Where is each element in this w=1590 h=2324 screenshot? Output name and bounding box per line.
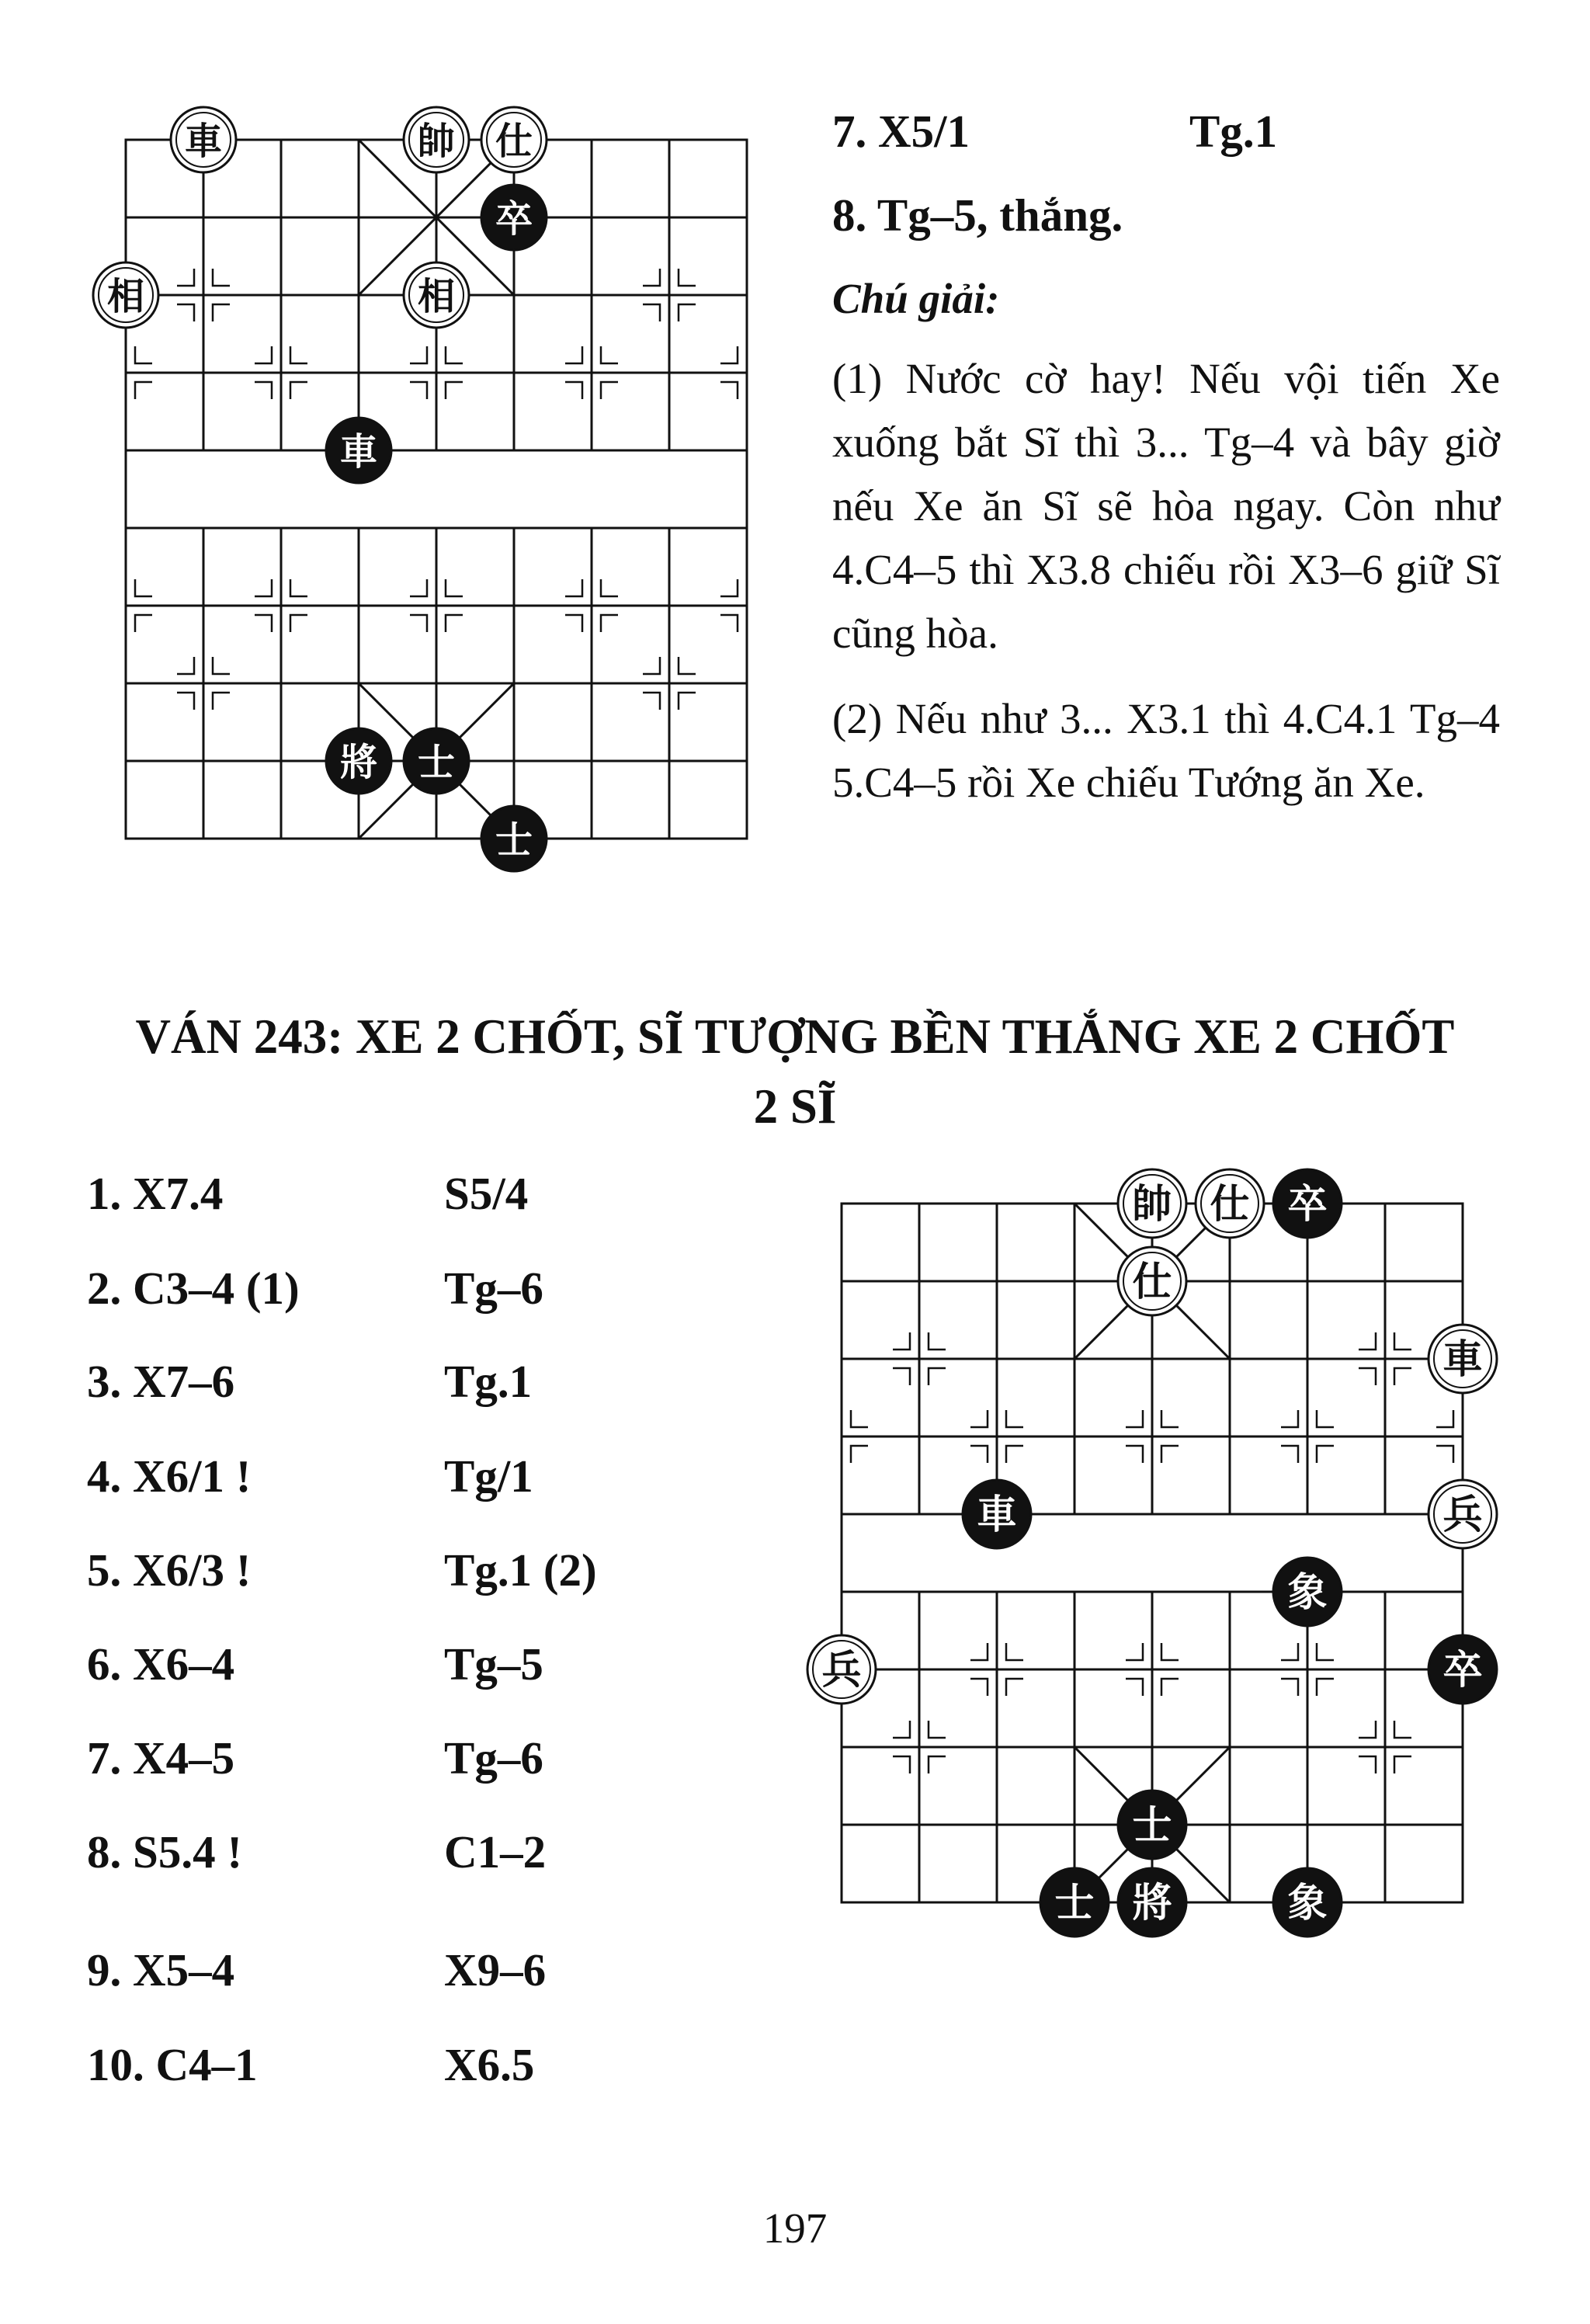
piece-glyph: 車 — [1442, 1337, 1483, 1383]
black-piece — [1273, 1868, 1342, 1937]
move-black: Tg–5 — [444, 1638, 543, 1690]
white-piece — [93, 262, 158, 328]
piece-glyph: 車 — [339, 430, 378, 474]
white-piece — [481, 107, 547, 172]
note-2: (2) Nếu như 3... X3.1 thì 4.C4.1 Tg–4 5.C4–5 rồi Xe chiếu Tướng ăn Xe. — [832, 695, 1500, 806]
move-black: Tg–6 — [444, 1263, 543, 1314]
piece-glyph: 帥 — [1132, 1182, 1172, 1228]
white-piece — [404, 262, 469, 328]
xiangqi-board-2 — [800, 1172, 1498, 1941]
note-1: (1) Nước cờ hay! Nếu vội tiến Xe xuống bắt Sĩ thì 3... Tg–4 và bây giờ nếu Xe ăn Sĩ sẽ hòa ngay. Còn như 4.C4–5 thì X3.8 chiếu rồi X3–6 giữ Sĩ cũng hòa. — [832, 355, 1500, 657]
move-row-6 — [87, 1638, 543, 1690]
white-piece — [404, 107, 469, 172]
move-white: 10. C4–1 — [87, 2039, 258, 2090]
black-piece — [963, 1480, 1031, 1548]
top-move-7-black: Tg.1 — [1189, 106, 1278, 157]
move-white: 1. X7.4 — [87, 1168, 224, 1219]
move-black: X9–6 — [444, 1944, 547, 1996]
move-row-2 — [87, 1263, 543, 1314]
black-piece — [1273, 1558, 1342, 1626]
black-piece — [1273, 1169, 1342, 1238]
piece-glyph: 仕 — [495, 120, 533, 163]
black-piece — [326, 418, 391, 483]
piece-glyph: 車 — [184, 120, 223, 163]
move-black: Tg.1 (2) — [444, 1544, 597, 1596]
piece-glyph: 仕 — [1132, 1259, 1172, 1305]
white-piece — [1118, 1169, 1186, 1238]
game-title-line-2: 2 SĨ — [753, 1079, 837, 1134]
black-piece — [481, 806, 547, 871]
move-white: 2. C3–4 (1) — [87, 1263, 300, 1314]
move-white: 3. X7–6 — [87, 1356, 235, 1407]
move-black: X6.5 — [444, 2039, 535, 2090]
move-black: Tg.1 — [444, 1356, 533, 1407]
piece-glyph: 帥 — [417, 120, 456, 163]
black-piece — [326, 728, 391, 794]
move-black: S5/4 — [444, 1168, 529, 1219]
piece-glyph: 卒 — [1442, 1648, 1483, 1693]
white-piece — [1429, 1325, 1497, 1393]
move-row-3 — [87, 1356, 533, 1407]
black-piece — [1118, 1868, 1186, 1937]
white-piece — [1429, 1480, 1497, 1548]
move-row-10 — [87, 2039, 535, 2090]
move-row-5 — [87, 1544, 597, 1596]
piece-glyph: 士 — [417, 741, 456, 784]
piece-glyph: 車 — [977, 1492, 1017, 1538]
white-piece — [1118, 1247, 1186, 1315]
piece-glyph: 仕 — [1210, 1182, 1250, 1228]
move-white: 7. X4–5 — [87, 1732, 235, 1784]
move-row-7 — [87, 1732, 543, 1784]
black-piece — [1429, 1635, 1497, 1704]
move-white: 5. X6/3 ! — [87, 1544, 252, 1596]
piece-glyph: 卒 — [1287, 1182, 1328, 1228]
piece-glyph: 卒 — [495, 197, 533, 241]
game-title — [62, 1002, 1528, 1141]
top-move-8-white: 8. Tg–5, thắng. — [832, 189, 1123, 241]
black-piece — [1118, 1791, 1186, 1859]
white-piece — [807, 1635, 876, 1704]
move-white: 4. X6/1 ! — [87, 1450, 252, 1502]
move-white: 6. X6–4 — [87, 1638, 235, 1690]
white-piece — [171, 107, 236, 172]
move-black: Tg/1 — [444, 1450, 533, 1502]
move-white: 9. X5–4 — [87, 1944, 235, 1996]
piece-glyph: 相 — [106, 275, 145, 318]
piece-glyph: 象 — [1287, 1570, 1328, 1616]
move-row-4 — [87, 1450, 533, 1502]
piece-glyph: 士 — [1054, 1881, 1095, 1926]
black-piece — [404, 728, 469, 794]
black-piece — [481, 185, 547, 250]
white-piece — [1196, 1169, 1264, 1238]
piece-glyph: 士 — [495, 818, 533, 862]
move-row-9 — [87, 1944, 547, 1996]
game-title-line-1: VÁN 243: XE 2 CHỐT, SĨ TƯỢNG BỀN THẮNG XE 2 CHỐT — [135, 1009, 1455, 1064]
piece-glyph: 將 — [339, 741, 378, 784]
piece-glyph: 兵 — [821, 1648, 862, 1693]
move-black: C1–2 — [444, 1826, 547, 1878]
piece-glyph: 士 — [1132, 1803, 1172, 1849]
page-number: 197 — [762, 2204, 828, 2252]
top-move-7-white: 7. X5/1 — [832, 106, 970, 157]
piece-glyph: 象 — [1287, 1881, 1328, 1926]
piece-glyph: 相 — [417, 275, 456, 318]
black-piece — [1040, 1868, 1109, 1937]
move-white: 8. S5.4 ! — [87, 1826, 242, 1878]
piece-glyph: 兵 — [1442, 1492, 1483, 1538]
move-black: Tg–6 — [444, 1732, 543, 1784]
move-row-8 — [87, 1826, 547, 1878]
move-row-1 — [87, 1168, 529, 1219]
xiangqi-board-1 — [106, 120, 769, 862]
piece-glyph: 將 — [1132, 1881, 1172, 1926]
notes-title: Chú giải: — [832, 275, 1000, 322]
